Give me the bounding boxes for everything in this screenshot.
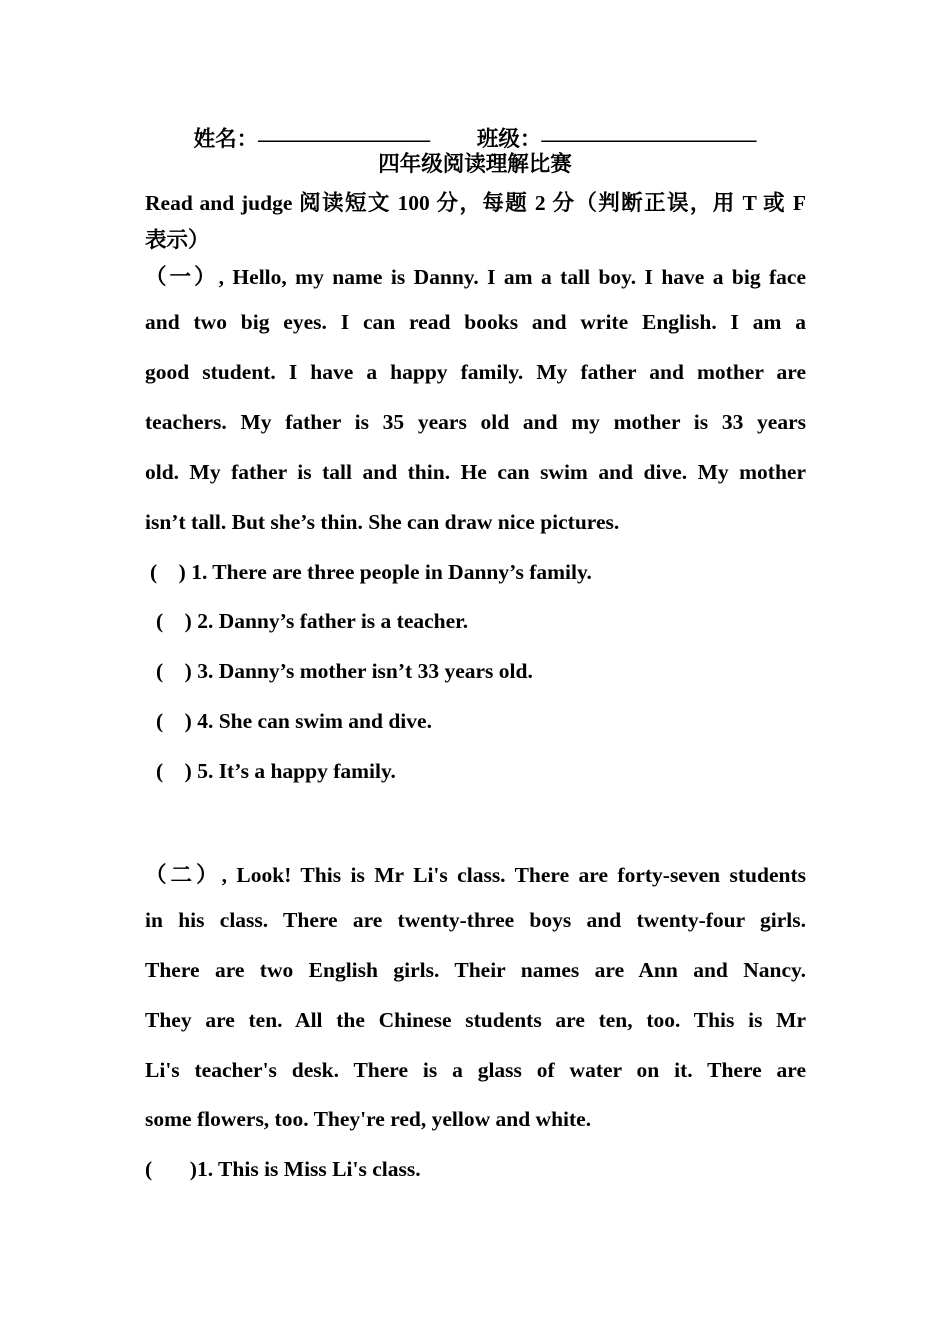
question-4: ( ) 4. She can swim and dive. bbox=[156, 709, 432, 733]
passage2-line: There are two English girls. Their names are Ann and Nancy. bbox=[145, 958, 806, 982]
passage2-line: They are ten. All the Chinese students are ten, too. This is Mr bbox=[145, 1008, 806, 1032]
question-3: ( ) 3. Danny’s mother isn’t 33 years old. bbox=[156, 659, 533, 683]
name-label: 姓名： bbox=[193, 127, 259, 151]
instructions-line-1: Read and judge 阅读短文 100 分，每题 2 分（判断正误，用 T 或 F bbox=[145, 191, 806, 215]
passage1-line: teachers. My father is 35 years old and my mother is 33 years bbox=[145, 410, 806, 434]
passage2-line: Li's teacher's desk. There is a glass of water on it. There are bbox=[145, 1058, 806, 1082]
passage1-line: （一）, Hello, my name is Danny. I am a tall boy. I have a big face bbox=[145, 265, 806, 289]
question-5: ( ) 5. It’s a happy family. bbox=[156, 759, 396, 783]
instructions-line-2: 表示） bbox=[145, 228, 210, 252]
passage1-line: good student. I have a happy family. My father and mother are bbox=[145, 360, 806, 384]
page-title: 四年级阅读理解比赛 bbox=[378, 152, 572, 176]
class-label: 班级： bbox=[476, 127, 542, 151]
passage2-line: some flowers, too. They're red, yellow and white. bbox=[145, 1107, 592, 1131]
passage1-line: isn’t tall. But she’s thin. She can draw nice pictures. bbox=[145, 510, 620, 534]
question-2: ( ) 2. Danny’s father is a teacher. bbox=[156, 609, 469, 633]
passage2-line: （二）, Look! This is Mr Li's class. There are forty-seven students bbox=[145, 863, 806, 887]
class-blank: —————————— bbox=[541, 127, 757, 151]
question-1: ( ) 1. There are three people in Danny’s family. bbox=[150, 560, 592, 584]
passage1-line: old. My father is tall and thin. He can swim and dive. My mother bbox=[145, 460, 806, 484]
name-blank: ———————— bbox=[258, 127, 431, 151]
passage1-line: and two big eyes. I can read books and write English. I am a bbox=[145, 310, 806, 334]
passage2-question-1: ( )1. This is Miss Li's class. bbox=[145, 1157, 421, 1181]
passage2-line: in his class. There are twenty-three boys and twenty-four girls. bbox=[145, 908, 806, 932]
